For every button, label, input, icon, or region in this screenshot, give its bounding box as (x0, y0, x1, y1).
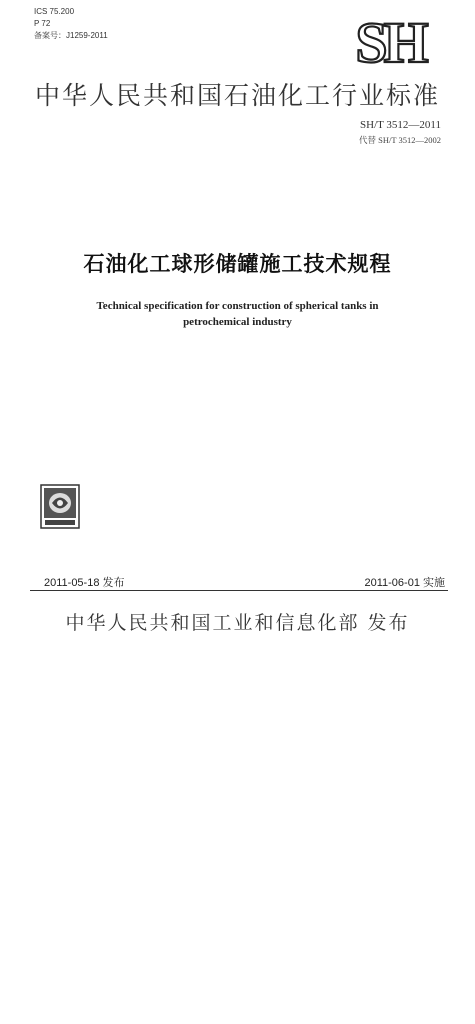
document-title-english-line1: Technical specification for construction of spherical tanks in (96, 300, 379, 312)
issue-date: 2011-05-18 发布 (44, 577, 125, 589)
record-number: 备案号：J1259-2011 (34, 31, 108, 40)
implementation-date: 2011-06-01 实施 (364, 577, 445, 589)
seal-stamp (40, 484, 80, 529)
sh-logo-graphic (340, 12, 440, 70)
sh-logo (340, 12, 440, 70)
issuer-heading: 中华人民共和国石油化工行业标准 (34, 81, 440, 110)
standard-number: SH/T 3512—2011 (360, 119, 441, 131)
ics-code: ICS 75.200 (34, 7, 75, 16)
document-title-chinese: 石油化工球形储罐施工技术规程 (83, 252, 392, 276)
document-title-english-line2: petrochemical industry (183, 316, 292, 328)
sh-logo-text: SH (355, 12, 425, 70)
ccs-code: P 72 (34, 19, 51, 28)
divider-line (30, 590, 448, 591)
seal-graphic (40, 484, 80, 529)
replaces-standard: 代替 SH/T 3512—2002 (358, 135, 441, 145)
issuing-ministry: 中华人民共和国工业和信息化部 发布 (65, 612, 410, 634)
